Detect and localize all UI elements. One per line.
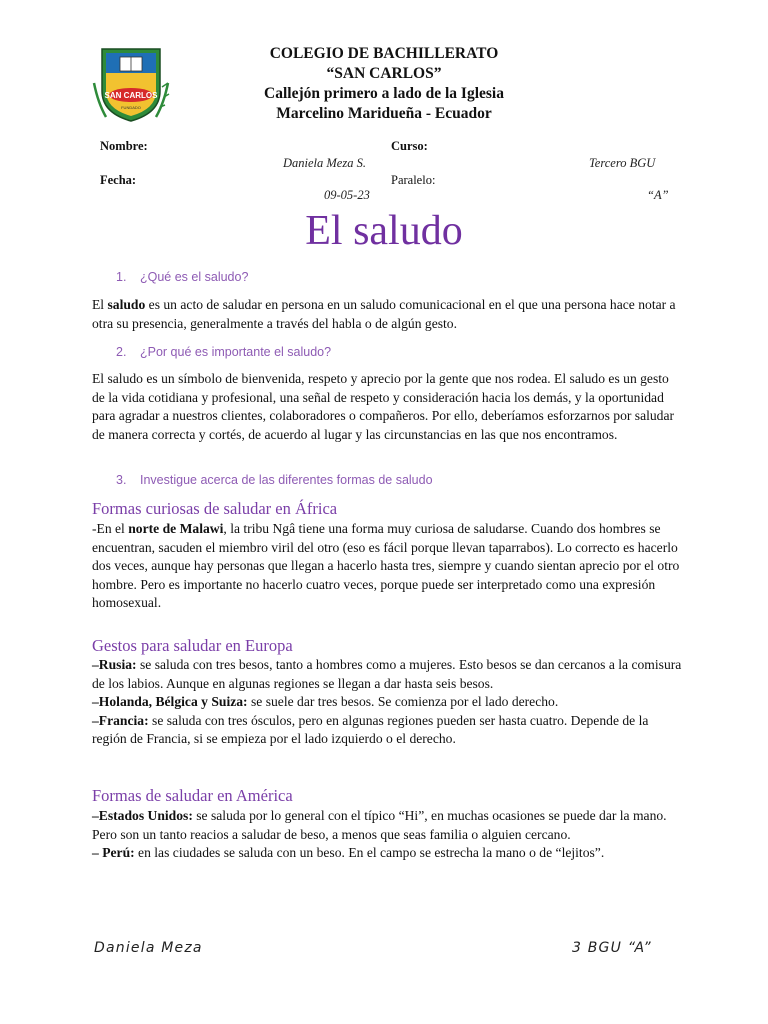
america-item-peru: – Perú: en las ciudades se saluda con un beso. En el campo se estrecha la mano o de “lejitos”. <box>92 845 605 860</box>
svg-text:FUNDADO: FUNDADO <box>121 105 141 110</box>
school-name-quoted: “SAN CARLOS” <box>326 65 442 82</box>
footer-name: Daniela Meza <box>94 940 203 956</box>
school-address: Callejón primero a lado de la Iglesia <box>264 85 504 102</box>
page-title: El saludo <box>305 208 463 254</box>
curso-label: Curso: <box>391 139 428 153</box>
question-2: 2. ¿Por qué es importante el saludo? <box>116 345 332 359</box>
europa-list <box>92 656 682 749</box>
america-list <box>92 807 682 863</box>
america-item-eeuu: –Estados Unidos: se saluda por lo general con el típico “Hi”, en muchas ocasiones se puede dar la mano. Pero son un tanto reacios a saludar de beso, a menos que seas familia o alguien cercano. <box>92 808 667 842</box>
fecha-value: 09-05-23 <box>324 188 370 202</box>
question-3: 3. Investigue acerca de las diferentes formas de saludo <box>116 473 433 487</box>
answer-1: El saludo es un acto de saludar en persona en un saludo comunicacional en el que una persona hace notar a otra su presencia, generalmente a través del habla o de algún gesto. <box>92 297 676 331</box>
europa-heading: Gestos para saludar en Europa <box>92 636 293 655</box>
africa-text: -En el norte de Malawi, la tribu Ngâ tiene una forma muy curiosa de saludarse. Cuando dos hombres se encuentran, sacuden el miembro viril del otro (eso es fácil porque llevan taparrabos). Lo correcto es hacerlo dos veces, aunque hay personas que llegan a hacerlo hasta tres, siempre y cuando sientan aprecio por el otro hombre. Pero es importante no hacerlo cuatro veces, porque puede ser interpretado como una expresión homosexual. <box>92 521 680 610</box>
answer-2: El saludo es un símbolo de bienvenida, respeto y aprecio por la gente que nos rodea. El saludo es un gesto de la vida cotidiana y profesional, una señal de respeto y consideración hacia los demás, y la oportunidad para agradar a nuestros clientes, colaboradores o compañeros. Por ello, deberíamos esforzarnos por saludar de manera correcta y cortés, de acuerdo al lugar y las circunstancias en las que nos encontramos. <box>92 371 675 442</box>
america-heading: Formas de saludar en América <box>92 786 293 805</box>
curso-value: Tercero BGU <box>589 156 656 170</box>
paralelo-label: Paralelo: <box>391 173 436 187</box>
africa-heading: Formas curiosas de saludar en África <box>92 499 338 518</box>
nombre-label: Nombre: <box>100 139 148 153</box>
europa-item-holanda: –Holanda, Bélgica y Suiza: se suele dar tres besos. Se comienza por el lado derecho. <box>92 694 559 709</box>
europa-item-francia: –Francia: se saluda con tres ósculos, pero en algunas regiones pueden ser hasta cuatro. Depende de la región de Francia, si se empieza por el lado izquierdo o el derecho. <box>92 712 649 746</box>
school-logo <box>92 43 170 125</box>
footer-course: 3 BGU “A” <box>572 940 652 956</box>
school-name: COLEGIO DE BACHILLERATO <box>269 45 499 62</box>
logo-text: SAN CARLOS <box>104 91 158 100</box>
question-1: 1. ¿Qué es el saludo? <box>116 270 249 284</box>
paralelo-value: “A” <box>647 188 669 202</box>
fecha-label: Fecha: <box>100 173 137 187</box>
school-location: Marcelino Maridueña - Ecuador <box>276 105 492 122</box>
europa-item-rusia: –Rusia: se saluda con tres besos, tanto a hombres como a mujeres. Esto besos se dan cercanos a la comisura de los labios. Aunque en algunas regiones se llegan a dar hasta seis besos. <box>92 657 682 691</box>
nombre-value: Daniela Meza S. <box>283 156 366 170</box>
